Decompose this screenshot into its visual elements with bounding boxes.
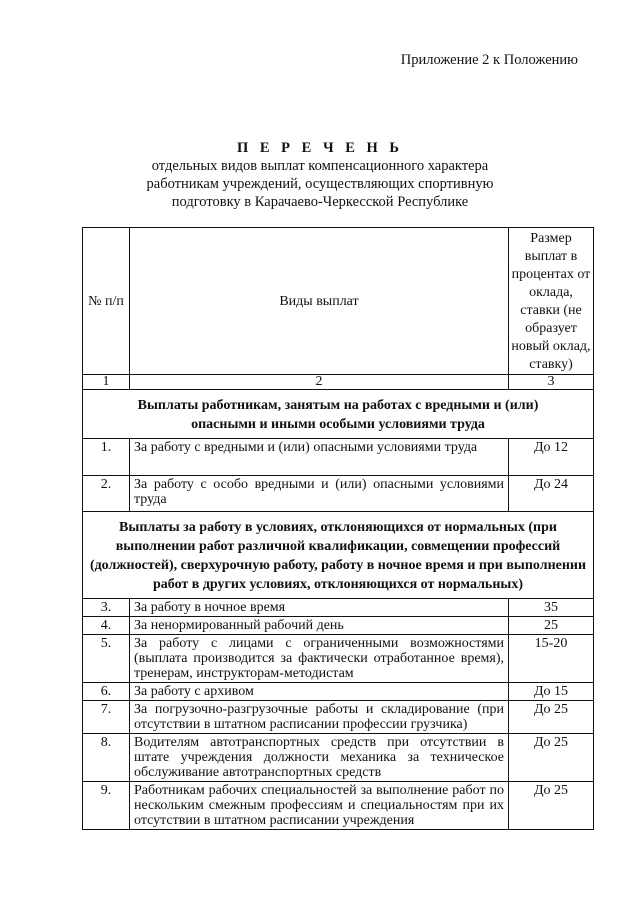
section-heading: Выплаты работникам, занятым на работах с вредными и (или) опасными и иными особыми условиями труда [83, 390, 594, 439]
section-row [83, 390, 594, 439]
section-heading: Выплаты за работу в условиях, отклоняющихся от нормальных (при выполнении работ различной квалификации, совмещении профессий (должностей), сверхурочную работу, работу в ночное время и при выполнении работ в других условиях, отклоняющихся от нормальных) [83, 512, 594, 599]
row-name: Работникам рабочих специальностей за выполнение работ по нескольким смежным профессиям и специальностям при их отсутствии в штатном расписании учреждения [130, 782, 509, 830]
subtitle-line: работникам учреждений, осуществляющих спортивную [146, 176, 494, 192]
row-num: 7. [83, 701, 130, 734]
table-row [83, 782, 594, 830]
row-value: До 25 [509, 701, 594, 734]
col-index: 1 [83, 375, 130, 390]
row-value: 25 [509, 617, 594, 635]
header-value: Размер выплат в процентах от оклада, ставки (не образует новый оклад, ставку) [509, 228, 594, 375]
table-row [83, 683, 594, 701]
header-name: Виды выплат [130, 228, 509, 375]
table-row [83, 599, 594, 617]
table-row [83, 635, 594, 683]
table-row [83, 734, 594, 782]
header-num: № п/п [83, 228, 130, 375]
row-num: 9. [83, 782, 130, 830]
table-row [83, 476, 594, 512]
table-row [83, 617, 594, 635]
row-num: 3. [83, 599, 130, 617]
row-name: За работу с лицами с ограниченными возможностями (выплата производится за фактически отработанное время), тренерам, инструкторам-методистам [130, 635, 509, 683]
row-value: До 15 [509, 683, 594, 701]
table-row [83, 701, 594, 734]
row-value: 15-20 [509, 635, 594, 683]
column-index-row [83, 375, 594, 390]
row-num: 6. [83, 683, 130, 701]
col-index: 2 [130, 375, 509, 390]
row-value: До 12 [509, 439, 594, 476]
appendix-label: Приложение 2 к Положению [400, 52, 578, 68]
row-num: 4. [83, 617, 130, 635]
row-num: 8. [83, 734, 130, 782]
row-name: За работу с особо вредными и (или) опасными условиями труда [130, 476, 509, 512]
row-num: 5. [83, 635, 130, 683]
table-row [83, 439, 594, 476]
row-name: За работу с архивом [130, 683, 509, 701]
row-name: Водителям автотранспортных средств при отсутствии в штате учреждения должности механика за техническое обслуживание автотранспортных средств [130, 734, 509, 782]
row-value: До 25 [509, 782, 594, 830]
document-title: П Е Р Е Ч Е Н Ь [236, 140, 404, 156]
subtitle-line: подготовку в Карачаево-Черкесской Республике [171, 194, 469, 210]
row-num: 2. [83, 476, 130, 512]
subtitle-line: отдельных видов выплат компенсационного характера [151, 158, 489, 174]
row-value: До 25 [509, 734, 594, 782]
section-row [83, 512, 594, 599]
row-num: 1. [83, 439, 130, 476]
col-index: 3 [509, 375, 594, 390]
row-value: 35 [509, 599, 594, 617]
row-name: За ненормированный рабочий день [130, 617, 509, 635]
document-subtitle [100, 157, 540, 211]
row-name: За погрузочно-разгрузочные работы и складирование (при отсутствии в штатном расписании профессии грузчика) [130, 701, 509, 734]
row-name: За работу в ночное время [130, 599, 509, 617]
row-name: За работу с вредными и (или) опасными условиями труда [130, 439, 509, 476]
table-header-row [83, 228, 594, 375]
payments-table [82, 227, 594, 830]
row-value: До 24 [509, 476, 594, 512]
